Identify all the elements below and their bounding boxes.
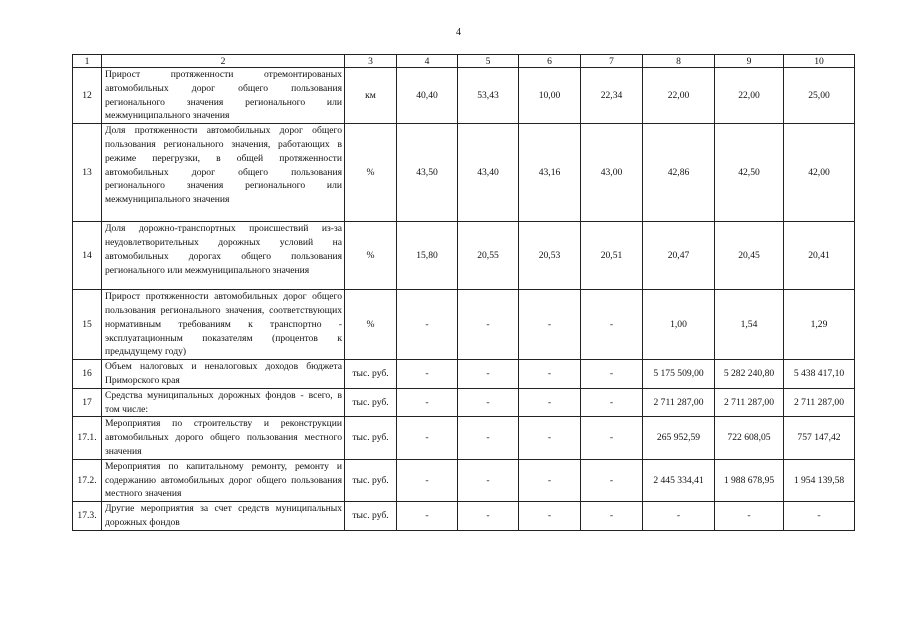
header-cell: 1 xyxy=(73,55,102,68)
row-number: 17.3. xyxy=(73,502,102,531)
header-row xyxy=(73,55,855,68)
value-col8: 20,47 xyxy=(643,222,715,290)
page-number: 4 xyxy=(456,27,461,38)
value-col4: 15,80 xyxy=(397,222,458,290)
value-col9: 22,00 xyxy=(715,68,784,124)
unit: % xyxy=(345,222,397,290)
value-col10: - xyxy=(784,502,855,531)
header-cell: 4 xyxy=(397,55,458,68)
value-col9: 20,45 xyxy=(715,222,784,290)
table-row xyxy=(73,124,855,222)
value-col8: 5 175 509,00 xyxy=(643,360,715,389)
indicator-name: Мероприятия по строительству и реконструкции автомобильных дорого общего пользования местного значения xyxy=(102,417,345,459)
indicator-name: Средства муниципальных дорожных фондов - всего, в том числе: xyxy=(102,388,345,417)
indicator-name: Доля дорожно-транспортных происшествий из-за неудовлетворительных дорожных условий на автомобильных дорогах общего пользования регионального или межмуниципального значения xyxy=(102,222,345,290)
unit: тыс. руб. xyxy=(345,502,397,531)
indicator-name: Доля протяженности автомобильных дорог общего пользования регионального значения, работающих в режиме перегрузки, в общей протяженности автомобильных дорог общего пользования регионального значения регионального или межмуниципального значения xyxy=(102,124,345,222)
value-col4: 40,40 xyxy=(397,68,458,124)
value-col5: - xyxy=(458,290,519,360)
unit: тыс. руб. xyxy=(345,388,397,417)
value-col5: - xyxy=(458,360,519,389)
row-number: 14 xyxy=(73,222,102,290)
header-cell: 2 xyxy=(102,55,345,68)
value-col7: - xyxy=(581,388,643,417)
indicator-name: Прирост протяженности отремонтированых автомобильных дорог общего пользования регионального значения регионального или межмуниципального значения xyxy=(102,68,345,124)
value-col6: - xyxy=(519,502,581,531)
indicators-table xyxy=(72,54,855,531)
table-row xyxy=(73,502,855,531)
indicator-name: Прирост протяженности автомобильных дорог общего пользования регионального значения, соответствующих нормативным требованиям к транспортно - эксплуатационным показателям (процентов к предыдущему году) xyxy=(102,290,345,360)
header-cell: 10 xyxy=(784,55,855,68)
value-col4: - xyxy=(397,502,458,531)
value-col10: 2 711 287,00 xyxy=(784,388,855,417)
value-col10: 1,29 xyxy=(784,290,855,360)
value-col8: - xyxy=(643,502,715,531)
value-col4: - xyxy=(397,290,458,360)
value-col10: 1 954 139,58 xyxy=(784,459,855,501)
value-col8: 2 445 334,41 xyxy=(643,459,715,501)
row-number: 13 xyxy=(73,124,102,222)
value-col6: 43,16 xyxy=(519,124,581,222)
indicator-name: Мероприятия по капитальному ремонту, ремонту и содержанию автомобильных дорог общего пользования местного значения xyxy=(102,459,345,501)
value-col9: 722 608,05 xyxy=(715,417,784,459)
value-col5: 53,43 xyxy=(458,68,519,124)
table-row xyxy=(73,417,855,459)
value-col6: - xyxy=(519,388,581,417)
unit: тыс. руб. xyxy=(345,417,397,459)
row-number: 15 xyxy=(73,290,102,360)
value-col10: 42,00 xyxy=(784,124,855,222)
row-number: 16 xyxy=(73,360,102,389)
value-col5: - xyxy=(458,459,519,501)
table-row xyxy=(73,68,855,124)
value-col8: 265 952,59 xyxy=(643,417,715,459)
value-col7: - xyxy=(581,360,643,389)
value-col8: 2 711 287,00 xyxy=(643,388,715,417)
value-col6: 20,53 xyxy=(519,222,581,290)
value-col7: - xyxy=(581,502,643,531)
value-col9: 5 282 240,80 xyxy=(715,360,784,389)
value-col7: 22,34 xyxy=(581,68,643,124)
header-cell: 7 xyxy=(581,55,643,68)
unit: тыс. руб. xyxy=(345,459,397,501)
value-col6: - xyxy=(519,360,581,389)
header-cell: 5 xyxy=(458,55,519,68)
value-col9: 2 711 287,00 xyxy=(715,388,784,417)
value-col9: 1 988 678,95 xyxy=(715,459,784,501)
value-col5: - xyxy=(458,417,519,459)
table-row xyxy=(73,459,855,501)
value-col4: 43,50 xyxy=(397,124,458,222)
header-cell: 9 xyxy=(715,55,784,68)
value-col5: 43,40 xyxy=(458,124,519,222)
value-col9: - xyxy=(715,502,784,531)
value-col10: 20,41 xyxy=(784,222,855,290)
row-number: 12 xyxy=(73,68,102,124)
value-col9: 42,50 xyxy=(715,124,784,222)
header-cell: 3 xyxy=(345,55,397,68)
header-cell: 6 xyxy=(519,55,581,68)
row-number: 17.2. xyxy=(73,459,102,501)
value-col4: - xyxy=(397,360,458,389)
table-row xyxy=(73,360,855,389)
value-col9: 1,54 xyxy=(715,290,784,360)
row-number: 17.1. xyxy=(73,417,102,459)
table-row xyxy=(73,222,855,290)
value-col7: - xyxy=(581,290,643,360)
value-col4: - xyxy=(397,459,458,501)
row-number: 17 xyxy=(73,388,102,417)
unit: км xyxy=(345,68,397,124)
header-cell: 8 xyxy=(643,55,715,68)
unit: % xyxy=(345,290,397,360)
value-col5: 20,55 xyxy=(458,222,519,290)
table-row xyxy=(73,388,855,417)
value-col7: 43,00 xyxy=(581,124,643,222)
value-col7: - xyxy=(581,417,643,459)
value-col10: 5 438 417,10 xyxy=(784,360,855,389)
value-col5: - xyxy=(458,388,519,417)
indicator-name: Объем налоговых и неналоговых доходов бюджета Приморского края xyxy=(102,360,345,389)
value-col10: 25,00 xyxy=(784,68,855,124)
value-col6: - xyxy=(519,290,581,360)
unit: тыс. руб. xyxy=(345,360,397,389)
value-col10: 757 147,42 xyxy=(784,417,855,459)
value-col6: 10,00 xyxy=(519,68,581,124)
value-col6: - xyxy=(519,417,581,459)
value-col7: 20,51 xyxy=(581,222,643,290)
value-col8: 22,00 xyxy=(643,68,715,124)
value-col5: - xyxy=(458,502,519,531)
table-body xyxy=(73,55,855,531)
value-col4: - xyxy=(397,417,458,459)
value-col8: 1,00 xyxy=(643,290,715,360)
value-col7: - xyxy=(581,459,643,501)
indicator-name: Другие мероприятия за счет средств муниципальных дорожных фондов xyxy=(102,502,345,531)
value-col6: - xyxy=(519,459,581,501)
value-col4: - xyxy=(397,388,458,417)
value-col8: 42,86 xyxy=(643,124,715,222)
unit: % xyxy=(345,124,397,222)
table-row xyxy=(73,290,855,360)
